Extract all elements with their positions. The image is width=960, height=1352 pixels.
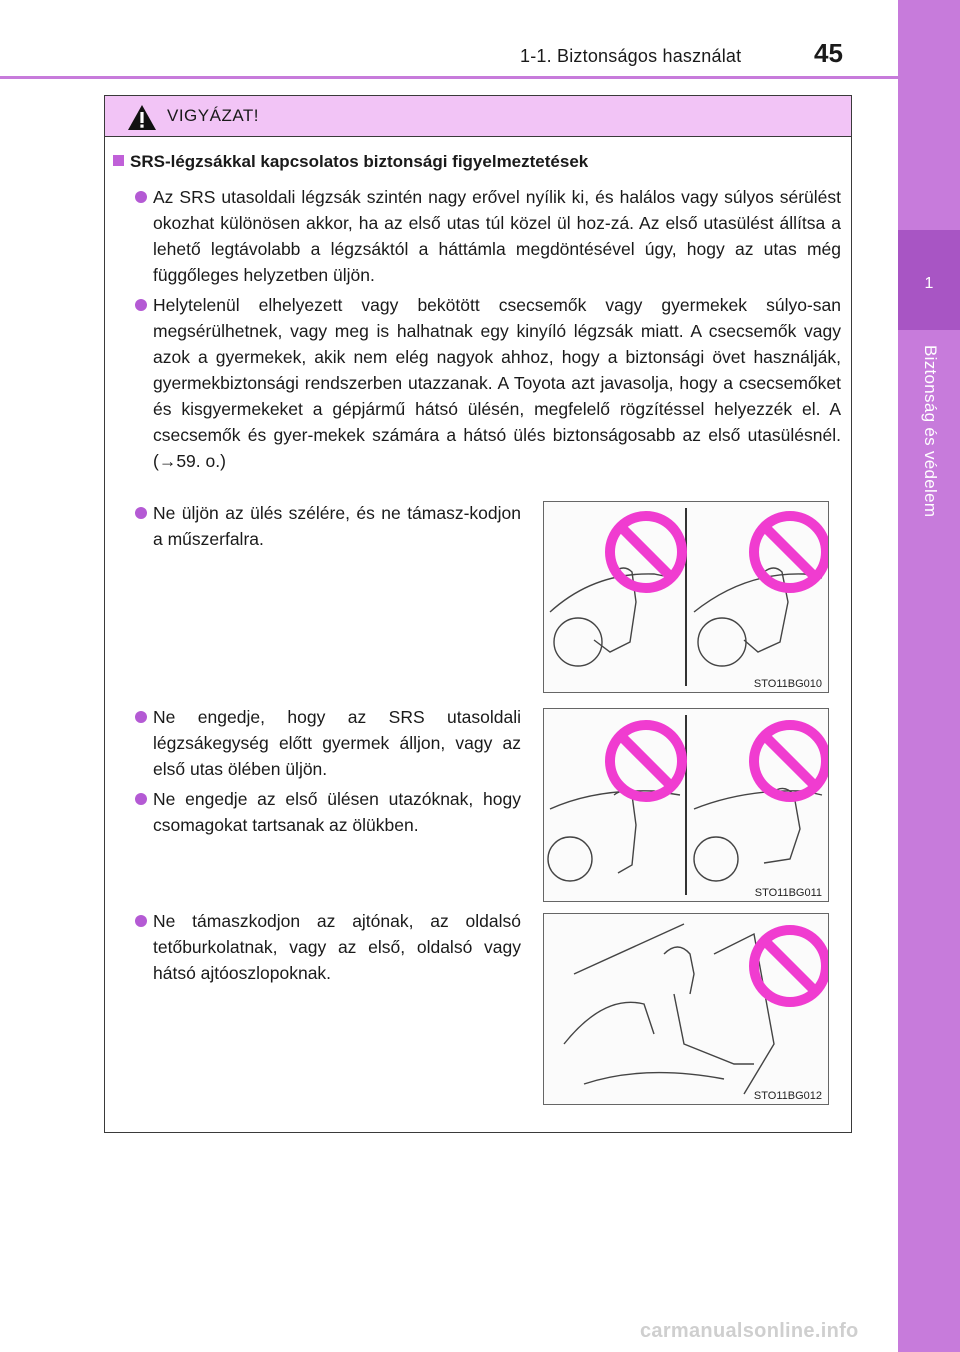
- section-heading-text: SRS-légzsákkal kapcsolatos biztonsági figyelmeztetések: [130, 152, 589, 171]
- bullet-text: Ne üljön az ülés szélére, és ne támasz-kodjon a műszerfalra.: [153, 503, 521, 549]
- bullet-dot-icon: [135, 711, 147, 723]
- figure-code: STO11BG012: [753, 1090, 822, 1102]
- figure-code: STO11BG011: [754, 887, 822, 899]
- prohibition-icon: [754, 516, 826, 588]
- bullet-text: Az SRS utasoldali légzsák szintén nagy erővel nyílik ki, és halálos vagy súlyos sérülést okozhat különösen akkor, ha az első utas túl közel ül hoz-zá. Az első utasülést állítsa a lehető legtávolabb a légzsáktól a háttámla megdöntésével úgy, hogy az utas még függőleges helyzetben üljön.: [153, 187, 841, 285]
- bullet-dot-icon: [135, 191, 147, 203]
- warning-header: [105, 96, 851, 137]
- figure-code: STO11BG010: [753, 678, 822, 690]
- prohibition-icon: [754, 725, 826, 797]
- section-title: 1-1. Biztonságos használat: [520, 46, 742, 66]
- square-bullet-icon: [113, 155, 124, 166]
- bullet-item: [153, 908, 521, 986]
- bullet-item: [153, 704, 521, 782]
- illustration-seat-edge: [543, 501, 829, 693]
- chapter-side-tab: [898, 0, 960, 1352]
- prohibition-icon: [754, 930, 826, 1002]
- bullet-text: Ne engedje, hogy az SRS utasoldali légzsákegység előtt gyermek álljon, vagy az első utas ölében üljön.: [153, 707, 521, 779]
- illustration-child-airbag: [543, 708, 829, 902]
- warning-triangle-icon: [127, 104, 157, 131]
- bullet-dot-icon: [135, 299, 147, 311]
- bullet-item: [153, 292, 841, 474]
- bullet-dot-icon: [135, 507, 147, 519]
- bullet-item: [153, 500, 521, 552]
- header-rule: [0, 76, 898, 79]
- section-heading: [113, 152, 588, 172]
- chapter-title: Biztonság és védelem: [921, 345, 940, 518]
- prohibition-icon: [610, 725, 682, 797]
- bullet-item: [153, 184, 841, 288]
- watermark: carmanualsonline.info: [640, 1320, 859, 1342]
- bullet-text: Helytelenül elhelyezett vagy bekötött csecsemők vagy gyermekek súlyo-san megsérülhetnek, vagy meg is halhatnak egy kinyíló légzsák miatt. A csecsemők vagy azok a gyermekek, akik nem elég nagyok ahhoz, hogy a biztonsági övet használják, gyermekbiztonsági rendszerben utazzanak. A Toyota azt javasolja, hogy a csecsemőket és kisgyermekeket a gépjármű hátsó ülésén, megfelelő rögzítéssel helyezzék el. A csecsemők és gyer-mekek számára a hátsó ülés biztonságosabb az első utasülésnél. (→59. o.): [153, 295, 841, 471]
- warning-label: VIGYÁZAT!: [167, 106, 260, 125]
- bullet-dot-icon: [135, 793, 147, 805]
- chapter-number: 1: [924, 275, 934, 292]
- bullet-text: Ne támaszkodjon az ajtónak, az oldalsó tetőburkolatnak, vagy az első, oldalsó vagy hátsó ajtóoszlopoknak.: [153, 911, 521, 983]
- bullet-item: [153, 786, 521, 838]
- bullet-dot-icon: [135, 915, 147, 927]
- illustration-door-lean: [543, 913, 829, 1105]
- bullet-text: Ne engedje az első ülésen utazóknak, hogy csomagokat tartsanak az ölükben.: [153, 789, 521, 835]
- page-number: 45: [814, 38, 843, 68]
- prohibition-icon: [610, 516, 682, 588]
